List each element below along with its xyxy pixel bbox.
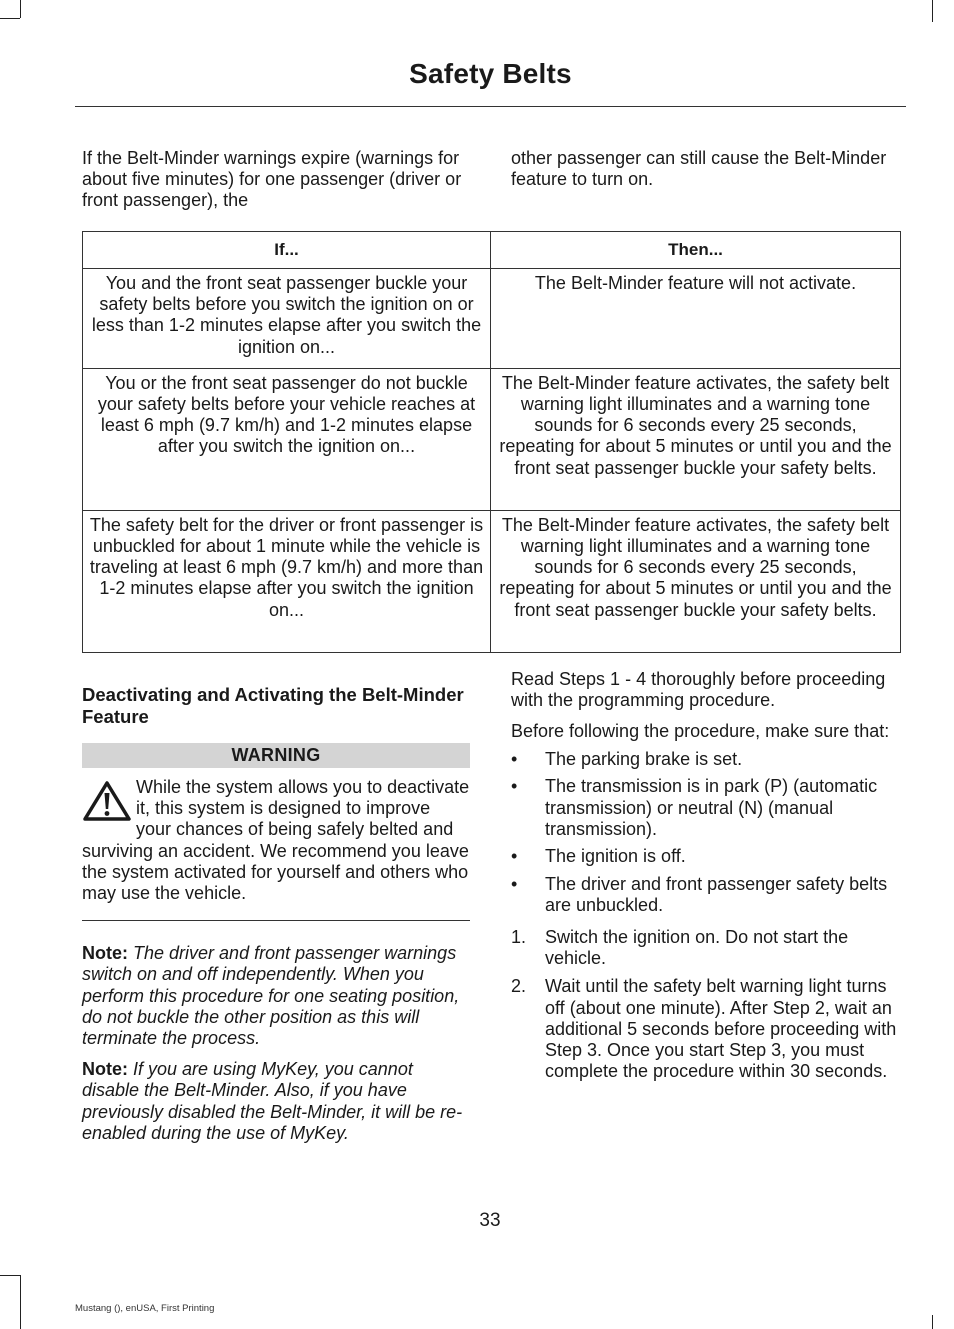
condition-cell: You or the front seat passenger do not buckle your safety belts before your vehicle reaches at least 6 mph (9.7 km/h) and 1-2 minutes elapse after you switch the ignition on... xyxy=(83,368,491,510)
step-text: Wait until the safety belt warning light turns off (about one minute). After Step 2, wait an additional 5 seconds before proceeding with Step 3. Once you start Step 3, you must complete the procedure within 30 seconds. xyxy=(545,976,897,1082)
list-item-text: The ignition is off. xyxy=(545,846,686,867)
belt-minder-conditions-table xyxy=(82,231,901,653)
result-cell: The Belt-Minder feature will not activate. xyxy=(491,269,901,369)
crop-mark xyxy=(0,1275,20,1276)
warning-box xyxy=(82,777,470,904)
list-item-text: The transmission is in park (P) (automatic transmission) or neutral (N) (manual transmission). xyxy=(545,776,878,839)
crop-mark xyxy=(932,0,933,22)
bullet-marker: • xyxy=(511,874,518,895)
note-label: Note: xyxy=(82,1059,128,1080)
result-cell: The Belt-Minder feature activates, the safety belt warning light illuminates and a warning tone sounds for 6 seconds every 25 seconds, repeating for about 5 minutes or until you and the front seat passenger buckle your safety belts. xyxy=(491,368,901,510)
note-paragraph xyxy=(82,1059,470,1144)
note-label: Note: xyxy=(82,943,128,964)
intro-text-left: If the Belt-Minder warnings expire (warnings for about five minutes) for one passenger (driver or front passenger), the xyxy=(82,148,462,211)
step-number: 1. xyxy=(511,926,527,947)
step-item xyxy=(511,927,903,969)
bullet-marker: • xyxy=(511,748,518,769)
step-number: 2. xyxy=(511,976,527,997)
list-item xyxy=(511,776,903,840)
list-item xyxy=(511,874,903,916)
section-heading: Deactivating and Activating the Belt-Minder Feature xyxy=(82,684,464,727)
table-row xyxy=(83,368,901,510)
crop-mark xyxy=(20,1275,21,1329)
procedure-precondition: Before following the procedure, make sure that: xyxy=(511,721,890,742)
list-item-text: The parking brake is set. xyxy=(545,748,743,769)
column-header-if: If... xyxy=(83,232,491,269)
warning-text: While the system allows you to deactivate it, this system is designed to improve your chances of being safely belted and surviving an accident. We recommend you leave the system activated for yourself and others who may use the vehicle. xyxy=(82,777,470,904)
title-divider xyxy=(75,106,906,107)
note-text: The driver and front passenger warnings switch on and off independently. When you perform this procedure for one seating position, do not buckle the other position as this will terminate the process. xyxy=(82,943,460,1049)
table-header-row xyxy=(83,232,901,269)
list-item xyxy=(511,846,903,867)
crop-mark xyxy=(20,0,21,18)
crop-mark xyxy=(932,1315,933,1329)
right-column xyxy=(511,669,903,1090)
warning-triangle-icon xyxy=(82,780,132,822)
step-item xyxy=(511,976,903,1082)
procedure-intro: Read Steps 1 - 4 thoroughly before proceeding with the programming procedure. xyxy=(511,669,886,711)
warning-divider xyxy=(82,920,470,921)
table-row xyxy=(83,269,901,369)
crop-mark xyxy=(0,18,20,19)
table-row xyxy=(83,510,901,652)
result-cell: The Belt-Minder feature activates, the safety belt warning light illuminates and a warning tone sounds for 6 seconds every 25 seconds, repeating for about 5 minutes or until you and the front seat passenger buckle your safety belts. xyxy=(491,510,901,652)
condition-cell: The safety belt for the driver or front passenger is unbuckled for about 1 minute while the vehicle is traveling at least 6 mph (9.7 km/h) and more than 1-2 minutes elapse after you switch the ignition on... xyxy=(83,510,491,652)
footer-text: Mustang (), enUSA, First Printing xyxy=(75,1303,215,1314)
warning-label: WARNING xyxy=(82,743,470,768)
column-header-then: Then... xyxy=(491,232,901,269)
list-item-text: The driver and front passenger safety belts are unbuckled. xyxy=(545,874,888,916)
intro-text-right: other passenger can still cause the Belt-Minder feature to turn on. xyxy=(511,148,887,190)
bullet-marker: • xyxy=(511,846,518,867)
page-title: Safety Belts xyxy=(409,58,572,89)
note-paragraph xyxy=(82,943,470,1049)
precondition-list xyxy=(511,749,903,917)
note-text: If you are using MyKey, you cannot disable the Belt-Minder. Also, if you have previously disabled the Belt-Minder, it will be re-enabled during the use of MyKey. xyxy=(82,1059,463,1143)
procedure-steps xyxy=(511,927,903,1083)
bullet-marker: • xyxy=(511,776,518,797)
left-column xyxy=(82,684,470,1144)
step-text: Switch the ignition on. Do not start the vehicle. xyxy=(545,926,849,968)
list-item xyxy=(511,749,903,770)
page-number: 33 xyxy=(479,1210,501,1231)
condition-cell: You and the front seat passenger buckle your safety belts before you switch the ignition on or less than 1-2 minutes elapse after you switch the ignition on... xyxy=(83,269,491,369)
